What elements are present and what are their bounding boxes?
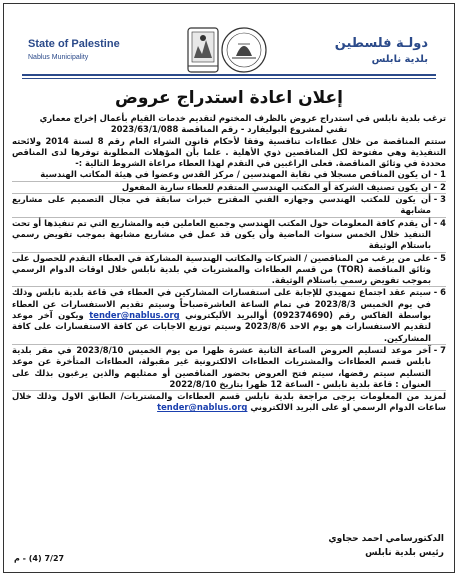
- letterhead-ar-name: دولـة فلسطين: [334, 36, 428, 51]
- letterhead: [0, 0, 458, 84]
- header-divider: [22, 74, 436, 76]
- closing-paragraph: [12, 391, 446, 414]
- condition-item: [12, 218, 446, 253]
- conditions-paragraph: ستتم المناقصة من خلال عطاءات تنافسية وفقا لأحكام قانون الشراء العام رقم 8 لسنة 2014 ولائحته التنفيذية وهي مفتوحة لكل المناقصين ذوي الأهلية . علما بأن المؤهلات المطلوبة توفرها لدى المناقص محددة في وثائق المناقصة. فعلى الراغبين في التقدم لهذا العطاء مراعاة الشروط التالية :-: [12, 135, 446, 169]
- condition-text-continued: ويكون آخر موعد لتقديم الاستفسارات هو يوم الاحد 2023/8/6 وسيتم توزيع الاجابات عن كافة الاستفسارات على كافة المشاركين.: [12, 310, 431, 343]
- letterhead-ar-sub: بلدية نابلس: [371, 54, 428, 65]
- inquiry-email-link[interactable]: tender@nablus.org: [89, 310, 180, 321]
- condition-text: ان يكون تصنيف الشركة أو المكتب الهندسي المتقدم للعطاء سارية المفعول: [121, 181, 431, 192]
- intro-line-2: تقني لمشروع البوليفارد - رقم المناقصة 2023/63/1/088: [110, 124, 348, 135]
- closing-text: لمزيد من المعلومات يرجى مراجعة بلدية نابلس قسم العطاءات والمشتريات/ الطابق الاول وذلك خلال ساعات الدوام الرسمي او على البريد الالكتروني: [12, 391, 446, 413]
- condition-text: على من يرغب من المناقصين / الشركات والمكاتب الهندسية المشاركة في العطاء التقدم للحصول على وثائق المناقصة (TOR) من قسم العطاءات والمشتريات في بلدية نابلس خلال اوقات الدوام الرسمي بموجب تفويض رسمي باستلام الوثيقة.: [12, 252, 431, 286]
- publication-code: 7/27 (4) - م: [14, 554, 65, 563]
- intro-line-1: ترغب بلدية نابلس في استدراج عروض بالظرف المختوم لتقديم خدمات القيام بأعمال إخراج معماري: [39, 113, 446, 123]
- notice-body: [12, 113, 446, 414]
- condition-number: 7 -: [433, 344, 446, 355]
- condition-text: ان يكون المناقص مسجلا في نقابة المهندسين / مركز القدس وعضوا في هيئة المكاتب الهندسية: [40, 169, 431, 180]
- closing-email-link[interactable]: tender@nablus.org: [157, 402, 248, 413]
- condition-number: 5 -: [433, 252, 446, 263]
- condition-text: أن يقدم كافة المعلومات حول المكتب الهندسي وجميع العاملين فيه والمشاريع التي تم تنفيذها أو تحت التنفيذ خلال الخمس سنوات الماضية وأن يكون قد عمل في مشاريع مشابهة بموجب تفويض رسمي باستلام الوثيقة: [12, 217, 431, 251]
- signatory-title: رئيس بلدية نابلس: [365, 548, 444, 558]
- condition-text: سيتم عقد اجتماع تمهيدي للإجابة على استفسارات المشاركين في العطاء في قاعة بلدية نابلس وذلك في يوم الخميس 2023/8/3 في تمام الساعة العاشرةصباحاً وسيتم تقديم الاستفسارات عن العطاء بواسطة الفاكس رقم (092374690) أوالبريد الأليكتروني: [12, 287, 431, 321]
- condition-text: أن يكون للمكتب الهندسي وجهازه الفني المقترح خبرات سابقة في مجال التصميم على مشاريع مشابهة: [12, 194, 431, 216]
- condition-text: آخر موعد لتسليم العروض الساعة الثانية عشرة ظهرا من يوم الخميس 2023/8/10 في مقر بلدية نابلس قسم العطاءات والمشتريات العطاءات الالكترونية غير مقبولة، العطاءات المتأخرة عن موعد التسليم سيتم رفضها، سيتم فتح العروض بحضور المناقصين أو ممثليهم والذين يرغبون بذلك على العنوان : قاعة بلدية نابلس - الساعة 12 ظهرا بتاريخ 2022/8/10: [12, 344, 431, 389]
- signatory-name: الدكتورسامي احمد حجاوي: [328, 534, 444, 544]
- condition-number: 1 -: [433, 169, 446, 180]
- condition-item: [12, 169, 446, 181]
- letterhead-en-sub: Nablus Municipality: [28, 54, 89, 61]
- condition-number: 3 -: [433, 194, 446, 205]
- conditions-list: [12, 169, 446, 391]
- letterhead-en-name: State of Palestine: [28, 38, 120, 50]
- condition-item: [12, 287, 446, 344]
- municipality-emblem-icon: [186, 22, 270, 78]
- condition-number: 2 -: [433, 181, 446, 192]
- condition-number: 4 -: [433, 217, 446, 228]
- header-divider-thin: [22, 78, 436, 79]
- condition-item: [12, 194, 446, 218]
- condition-item: [12, 345, 446, 391]
- notice-title: إعلان اعادة استدراج عروض: [115, 88, 343, 108]
- condition-number: 6 -: [433, 287, 446, 298]
- signature-block: [0, 532, 458, 560]
- condition-item: [12, 253, 446, 288]
- condition-item: [12, 182, 446, 194]
